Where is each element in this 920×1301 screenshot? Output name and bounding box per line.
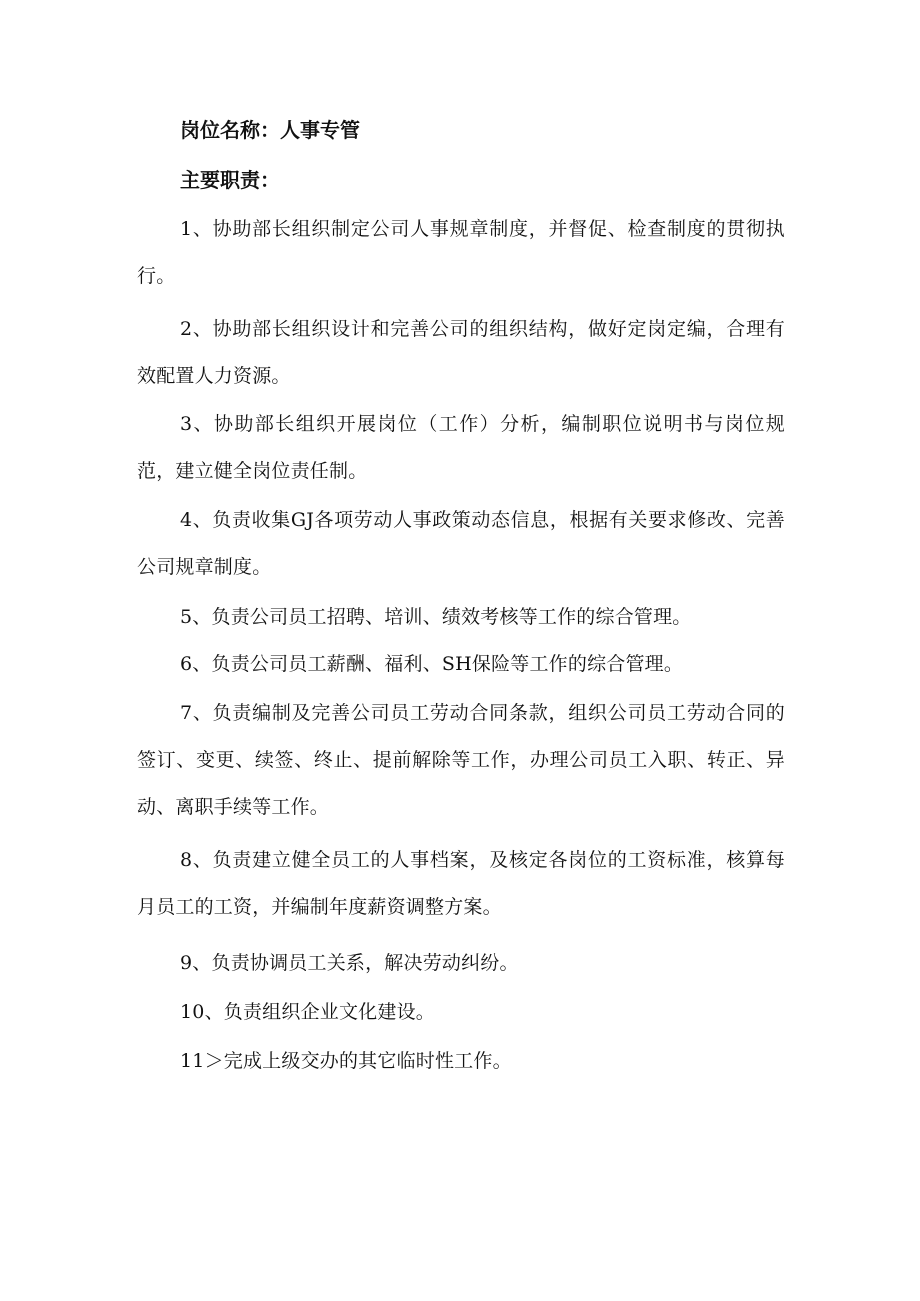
duty-item: 11＞完成上级交办的其它临时性工作。 — [180, 1050, 512, 1072]
duty-item: 4、负责收集GJ各项劳动人事政策动态信息，根据有关要求修改、完善公司规章制度。 — [137, 509, 785, 578]
duty-item: 3、协助部长组织开展岗位（工作）分析，编制职位说明书与岗位规范，建立健全岗位责任制。 — [137, 413, 785, 482]
duty-item: 2、协助部长组织设计和完善公司的组织结构，做好定岗定编，合理有效配置人力资源。 — [137, 318, 785, 387]
job-title: 岗位名称：人事专管 — [180, 118, 360, 142]
duty-item: 1、协助部长组织制定公司人事规章制度，并督促、检查制度的贯彻执行。 — [137, 218, 785, 287]
duty-item: 6、负责公司员工薪酬、福利、SH保险等工作的综合管理。 — [180, 653, 684, 675]
duty-item: 9、负责协调员工关系，解决劳动纠纷。 — [180, 952, 519, 974]
responsibilities-heading: 主要职责： — [180, 168, 280, 192]
duty-item: 5、负责公司员工招聘、培训、绩效考核等工作的综合管理。 — [180, 606, 692, 628]
duty-item: 7、负责编制及完善公司员工劳动合同条款，组织公司员工劳动合同的签订、变更、续签、终止、提前解除等工作，办理公司员工入职、转正、异动、离职手续等工作。 — [137, 702, 785, 818]
duty-item: 10、负责组织企业文化建设。 — [180, 1001, 435, 1023]
duty-item: 8、负责建立健全员工的人事档案，及核定各岗位的工资标准，核算每月员工的工资，并编制年度薪资调整方案。 — [137, 849, 785, 918]
